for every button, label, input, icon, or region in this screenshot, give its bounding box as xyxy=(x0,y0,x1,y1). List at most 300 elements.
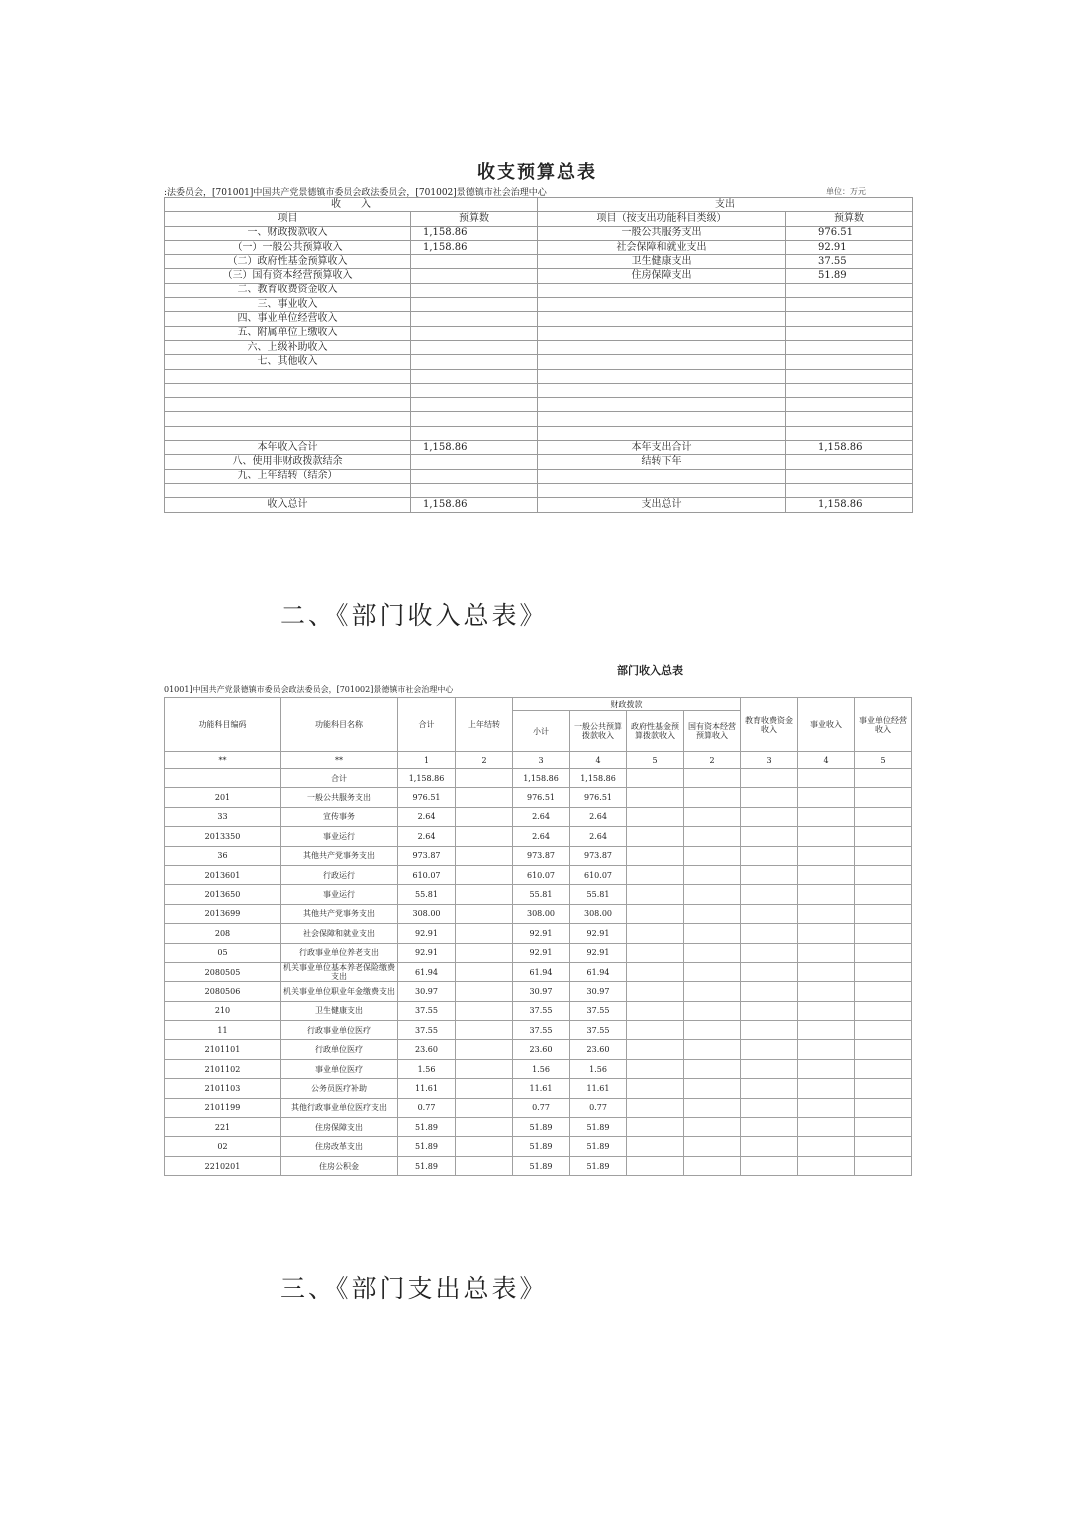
table-cell xyxy=(741,943,798,962)
table-cell: 卫生健康支出 xyxy=(538,255,786,269)
table-cell xyxy=(411,383,538,397)
table-cell: 37.55 xyxy=(786,255,913,269)
table-cell xyxy=(855,1040,912,1059)
table-cell: 2013650 xyxy=(165,885,281,904)
table-cell xyxy=(786,469,913,483)
table-cell: 2.64 xyxy=(570,807,627,826)
table-cell: 社会保障和就业支出 xyxy=(538,240,786,254)
table-cell: 2080505 xyxy=(165,962,281,981)
table-cell xyxy=(855,885,912,904)
table-cell: 51.89 xyxy=(398,1156,456,1175)
table-cell xyxy=(411,369,538,383)
table-cell: 1,158.86 xyxy=(513,769,570,788)
table-cell: 卫生健康支出 xyxy=(281,1001,398,1020)
table-row xyxy=(165,498,913,512)
table-cell xyxy=(456,788,513,807)
table-cell xyxy=(538,469,786,483)
table-cell xyxy=(741,904,798,923)
section-heading-expense: 三、《部门支出总表》 xyxy=(280,1274,548,1303)
table-row xyxy=(165,924,912,943)
table-cell: 51.89 xyxy=(513,1137,570,1156)
table-cell: 行政事业单位养老支出 xyxy=(281,943,398,962)
table-row xyxy=(165,1098,912,1117)
table-column-header-row xyxy=(165,212,913,226)
table-cell xyxy=(627,1137,684,1156)
table-cell xyxy=(627,846,684,865)
table-cell: 55.81 xyxy=(513,885,570,904)
table-cell xyxy=(538,355,786,369)
table-cell: 610.07 xyxy=(513,865,570,884)
table-cell: 0.77 xyxy=(398,1098,456,1117)
table-cell: 37.55 xyxy=(398,1021,456,1040)
table-cell xyxy=(165,369,411,383)
budget-summary-table xyxy=(164,197,913,513)
table-cell xyxy=(456,885,513,904)
column-header: 事业单位经营收入 xyxy=(855,698,912,752)
table-cell: 行政单位医疗 xyxy=(281,1040,398,1059)
table-cell xyxy=(741,827,798,846)
table-cell xyxy=(684,943,741,962)
table-cell xyxy=(855,1098,912,1117)
table-cell: 机关事业单位职业年金缴费支出 xyxy=(281,982,398,1001)
table-row xyxy=(165,943,912,962)
table-cell xyxy=(456,769,513,788)
dept-income-title: 部门收入总表 xyxy=(617,664,683,677)
table-cell xyxy=(538,383,786,397)
table-cell xyxy=(627,962,684,981)
table-cell xyxy=(456,924,513,943)
table-cell xyxy=(786,369,913,383)
table-cell xyxy=(741,1098,798,1117)
column-header: 事业收入 xyxy=(798,698,855,752)
table-cell xyxy=(684,982,741,1001)
column-header: 功能科目名称 xyxy=(281,698,398,752)
table-cell xyxy=(627,1118,684,1137)
table-cell xyxy=(538,326,786,340)
column-index-cell: 3 xyxy=(513,752,570,769)
table-cell: （二）政府性基金预算收入 xyxy=(165,255,411,269)
table-cell xyxy=(798,885,855,904)
table-cell xyxy=(798,1079,855,1098)
table-row xyxy=(165,982,912,1001)
table-cell: 92.91 xyxy=(570,924,627,943)
table-cell: 1,158.86 xyxy=(411,240,538,254)
column-header: 功能科目编码 xyxy=(165,698,281,752)
column-index-cell: 3 xyxy=(741,752,798,769)
table-cell: 36 xyxy=(165,846,281,865)
table-cell xyxy=(411,469,538,483)
table-cell: 92.91 xyxy=(398,924,456,943)
table-cell: 支出总计 xyxy=(538,498,786,512)
table-cell: 37.55 xyxy=(513,1021,570,1040)
table-row xyxy=(165,383,913,397)
table-row xyxy=(165,807,912,826)
table-cell xyxy=(684,1021,741,1040)
column-index-cell: 4 xyxy=(570,752,627,769)
table-cell: 308.00 xyxy=(570,904,627,923)
table-cell xyxy=(855,962,912,981)
table-cell: 2013350 xyxy=(165,827,281,846)
table-cell: 976.51 xyxy=(570,788,627,807)
table-row xyxy=(165,312,913,326)
table-cell xyxy=(741,885,798,904)
table-cell xyxy=(741,769,798,788)
table-cell xyxy=(627,982,684,1001)
table-row xyxy=(165,827,912,846)
table-cell xyxy=(411,255,538,269)
table-row xyxy=(165,1079,912,1098)
table-cell xyxy=(741,962,798,981)
column-header: 项目（按支出功能科目类级） xyxy=(538,212,786,226)
table-cell: 23.60 xyxy=(398,1040,456,1059)
table-cell xyxy=(456,1021,513,1040)
table-cell xyxy=(456,807,513,826)
table-cell: 2080506 xyxy=(165,982,281,1001)
table-cell xyxy=(798,962,855,981)
table-cell xyxy=(855,846,912,865)
table-cell: 37.55 xyxy=(513,1001,570,1020)
table-cell: 七、其他收入 xyxy=(165,355,411,369)
table-cell xyxy=(538,369,786,383)
table-cell xyxy=(627,827,684,846)
table-cell xyxy=(627,1040,684,1059)
table-cell xyxy=(741,1156,798,1175)
table-row xyxy=(165,283,913,297)
table-cell xyxy=(627,1156,684,1175)
table-cell: 社会保障和就业支出 xyxy=(281,924,398,943)
table-cell xyxy=(165,412,411,426)
table-cell: 1,158.86 xyxy=(786,498,913,512)
table-cell xyxy=(855,943,912,962)
table-cell xyxy=(798,1059,855,1078)
table-cell: 1,158.86 xyxy=(411,226,538,240)
table-cell xyxy=(741,1059,798,1078)
table-cell: 973.87 xyxy=(398,846,456,865)
table-cell: 61.94 xyxy=(570,962,627,981)
table-cell xyxy=(165,398,411,412)
table-cell: 973.87 xyxy=(570,846,627,865)
table-cell: 30.97 xyxy=(513,982,570,1001)
table-cell xyxy=(627,943,684,962)
table-cell: 五、附属单位上缴收入 xyxy=(165,326,411,340)
column-header: 一般公共预算拨款收入 xyxy=(570,711,627,752)
table-cell: 2.64 xyxy=(398,827,456,846)
table-cell xyxy=(627,788,684,807)
table-cell: 机关事业单位基本养老保险缴费支出 xyxy=(281,962,398,981)
table-cell: 51.89 xyxy=(786,269,913,283)
table-cell: 221 xyxy=(165,1118,281,1137)
table-row xyxy=(165,865,912,884)
table-cell: 本年收入合计 xyxy=(165,441,411,455)
table-cell xyxy=(627,1001,684,1020)
table-cell xyxy=(786,398,913,412)
table-row xyxy=(165,1118,912,1137)
table-cell: 结转下年 xyxy=(538,455,786,469)
table-row xyxy=(165,788,912,807)
table-cell xyxy=(456,1001,513,1020)
table-cell xyxy=(798,827,855,846)
table-cell: 住房改革支出 xyxy=(281,1137,398,1156)
table-cell: 2.64 xyxy=(513,807,570,826)
table-cell: 一、财政拨款收入 xyxy=(165,226,411,240)
table-cell: 三、事业收入 xyxy=(165,298,411,312)
table-cell xyxy=(855,865,912,884)
column-header: 小计 xyxy=(513,711,570,752)
table-cell xyxy=(456,943,513,962)
column-header: 项目 xyxy=(165,212,411,226)
column-header: 预算数 xyxy=(411,212,538,226)
table-cell xyxy=(456,982,513,1001)
table-cell: 一般公共服务支出 xyxy=(538,226,786,240)
column-header: 政府性基金预算拨款收入 xyxy=(627,711,684,752)
table-cell xyxy=(798,1137,855,1156)
table-cell: 11.61 xyxy=(398,1079,456,1098)
table-cell: 2.64 xyxy=(513,827,570,846)
table-cell xyxy=(798,807,855,826)
table-row xyxy=(165,226,913,240)
table-cell: 23.60 xyxy=(570,1040,627,1059)
table-cell xyxy=(684,962,741,981)
table-cell xyxy=(798,865,855,884)
table-cell: 八、使用非财政拨款结余 xyxy=(165,455,411,469)
table-cell: 行政运行 xyxy=(281,865,398,884)
table-cell xyxy=(741,1021,798,1040)
table-cell xyxy=(684,885,741,904)
table-cell: 37.55 xyxy=(570,1021,627,1040)
table-row xyxy=(165,455,913,469)
table-cell: 宣传事务 xyxy=(281,807,398,826)
table-cell xyxy=(855,982,912,1001)
table-cell: 一般公共服务支出 xyxy=(281,788,398,807)
table-cell: 1,158.86 xyxy=(411,441,538,455)
table-row xyxy=(165,1156,912,1175)
table-cell xyxy=(411,483,538,497)
column-index-cell: ** xyxy=(281,752,398,769)
table-cell xyxy=(786,426,913,440)
table-cell xyxy=(786,355,913,369)
table-cell xyxy=(456,1137,513,1156)
table-cell: 92.91 xyxy=(513,943,570,962)
table-cell: 37.55 xyxy=(570,1001,627,1020)
table-cell xyxy=(741,1079,798,1098)
table-cell xyxy=(786,483,913,497)
column-index-cell: ** xyxy=(165,752,281,769)
table-cell: 05 xyxy=(165,943,281,962)
table-cell: 收入总计 xyxy=(165,498,411,512)
table-cell: 2013699 xyxy=(165,904,281,923)
budget-summary-unit: 单位：万元 xyxy=(826,187,866,196)
table-cell: 976.51 xyxy=(513,788,570,807)
table-row xyxy=(165,369,913,383)
table-row xyxy=(165,904,912,923)
table-cell: 事业运行 xyxy=(281,885,398,904)
table-row xyxy=(165,1021,912,1040)
table-row xyxy=(165,1040,912,1059)
table-row xyxy=(165,326,913,340)
table-cell: 30.97 xyxy=(570,982,627,1001)
table-cell: 201 xyxy=(165,788,281,807)
table-cell xyxy=(741,1040,798,1059)
table-cell: 合计 xyxy=(281,769,398,788)
table-cell xyxy=(538,312,786,326)
table-cell xyxy=(165,483,411,497)
table-cell: 2.64 xyxy=(570,827,627,846)
table-cell: 30.97 xyxy=(398,982,456,1001)
table-cell xyxy=(684,827,741,846)
expense-header: 支出 xyxy=(538,198,913,212)
table-header-row xyxy=(165,198,913,212)
table-cell xyxy=(855,1059,912,1078)
table-cell: 51.89 xyxy=(513,1118,570,1137)
table-cell xyxy=(538,340,786,354)
table-cell xyxy=(786,326,913,340)
table-row xyxy=(165,885,912,904)
table-cell xyxy=(411,312,538,326)
table-cell xyxy=(456,904,513,923)
table-cell xyxy=(855,1137,912,1156)
table-cell xyxy=(855,827,912,846)
table-cell xyxy=(684,924,741,943)
table-cell xyxy=(741,846,798,865)
table-cell xyxy=(798,1156,855,1175)
table-cell xyxy=(456,865,513,884)
table-cell: 其他行政事业单位医疗支出 xyxy=(281,1098,398,1117)
table-row xyxy=(165,1059,912,1078)
table-cell xyxy=(411,426,538,440)
table-row xyxy=(165,962,912,981)
table-cell: 1.56 xyxy=(513,1059,570,1078)
table-cell xyxy=(741,807,798,826)
table-cell: 其他共产党事务支出 xyxy=(281,904,398,923)
table-cell: 0.77 xyxy=(570,1098,627,1117)
table-cell xyxy=(684,1001,741,1020)
table-cell xyxy=(684,1156,741,1175)
table-cell xyxy=(627,904,684,923)
table-cell xyxy=(456,1156,513,1175)
section-heading-income: 二、《部门收入总表》 xyxy=(280,601,548,630)
table-cell: 92.91 xyxy=(570,943,627,962)
table-cell: 308.00 xyxy=(398,904,456,923)
table-cell xyxy=(741,1001,798,1020)
table-cell: 2013601 xyxy=(165,865,281,884)
table-cell xyxy=(411,283,538,297)
table-cell xyxy=(786,412,913,426)
table-cell: 0.77 xyxy=(513,1098,570,1117)
table-cell xyxy=(786,383,913,397)
table-row xyxy=(165,240,913,254)
table-cell xyxy=(741,1118,798,1137)
table-cell: 四、事业单位经营收入 xyxy=(165,312,411,326)
table-row xyxy=(165,441,913,455)
table-row xyxy=(165,298,913,312)
table-cell: 55.81 xyxy=(570,885,627,904)
table-cell xyxy=(411,326,538,340)
table-cell xyxy=(627,1098,684,1117)
table-cell: 51.89 xyxy=(570,1156,627,1175)
table-cell xyxy=(855,788,912,807)
table-cell: 208 xyxy=(165,924,281,943)
table-cell: 51.89 xyxy=(398,1118,456,1137)
table-cell: 51.89 xyxy=(570,1118,627,1137)
column-index-cell: 5 xyxy=(855,752,912,769)
table-cell: 973.87 xyxy=(513,846,570,865)
table-cell: 2.64 xyxy=(398,807,456,826)
table-cell xyxy=(786,283,913,297)
table-cell xyxy=(798,1001,855,1020)
table-cell xyxy=(538,283,786,297)
table-cell: 2101103 xyxy=(165,1079,281,1098)
table-cell xyxy=(627,924,684,943)
column-header: 合计 xyxy=(398,698,456,752)
table-cell xyxy=(627,1059,684,1078)
table-cell xyxy=(411,298,538,312)
table-cell: 610.07 xyxy=(570,865,627,884)
table-cell: 事业运行 xyxy=(281,827,398,846)
table-row xyxy=(165,469,913,483)
table-cell: 住房保障支出 xyxy=(281,1118,398,1137)
table-cell xyxy=(627,1079,684,1098)
table-row xyxy=(165,1001,912,1020)
table-cell xyxy=(798,1098,855,1117)
table-cell: 51.89 xyxy=(570,1137,627,1156)
table-cell xyxy=(798,943,855,962)
table-cell xyxy=(855,904,912,923)
table-cell xyxy=(741,1137,798,1156)
table-cell xyxy=(798,788,855,807)
dept-income-table xyxy=(164,697,912,1176)
table-cell xyxy=(855,924,912,943)
table-cell xyxy=(456,1118,513,1137)
table-cell: 事业单位医疗 xyxy=(281,1059,398,1078)
table-cell xyxy=(684,807,741,826)
table-cell xyxy=(411,340,538,354)
table-cell: 51.89 xyxy=(513,1156,570,1175)
table-cell: 976.51 xyxy=(398,788,456,807)
table-row xyxy=(165,340,913,354)
table-row xyxy=(165,255,913,269)
table-cell: 住房公积金 xyxy=(281,1156,398,1175)
table-cell: 92.91 xyxy=(398,943,456,962)
table-cell xyxy=(786,312,913,326)
table-cell xyxy=(855,1079,912,1098)
table-cell xyxy=(411,398,538,412)
table-cell xyxy=(684,1137,741,1156)
column-index-cell: 2 xyxy=(684,752,741,769)
table-cell: 本年支出合计 xyxy=(538,441,786,455)
table-cell xyxy=(456,827,513,846)
table-cell xyxy=(798,924,855,943)
table-cell xyxy=(627,807,684,826)
table-cell: 92.91 xyxy=(513,924,570,943)
table-cell xyxy=(627,1021,684,1040)
table-cell xyxy=(798,904,855,923)
table-cell xyxy=(627,769,684,788)
table-cell: 1,158.86 xyxy=(398,769,456,788)
table-cell xyxy=(456,846,513,865)
table-cell: 公务员医疗补助 xyxy=(281,1079,398,1098)
table-cell xyxy=(411,269,538,283)
table-cell xyxy=(684,1040,741,1059)
table-cell: 行政事业单位医疗 xyxy=(281,1021,398,1040)
table-cell xyxy=(411,455,538,469)
table-cell: 2101101 xyxy=(165,1040,281,1059)
table-cell: 2101102 xyxy=(165,1059,281,1078)
table-cell: 2210201 xyxy=(165,1156,281,1175)
table-cell xyxy=(538,483,786,497)
table-cell xyxy=(684,904,741,923)
table-cell: 住房保障支出 xyxy=(538,269,786,283)
table-cell: 二、教育收费资金收入 xyxy=(165,283,411,297)
